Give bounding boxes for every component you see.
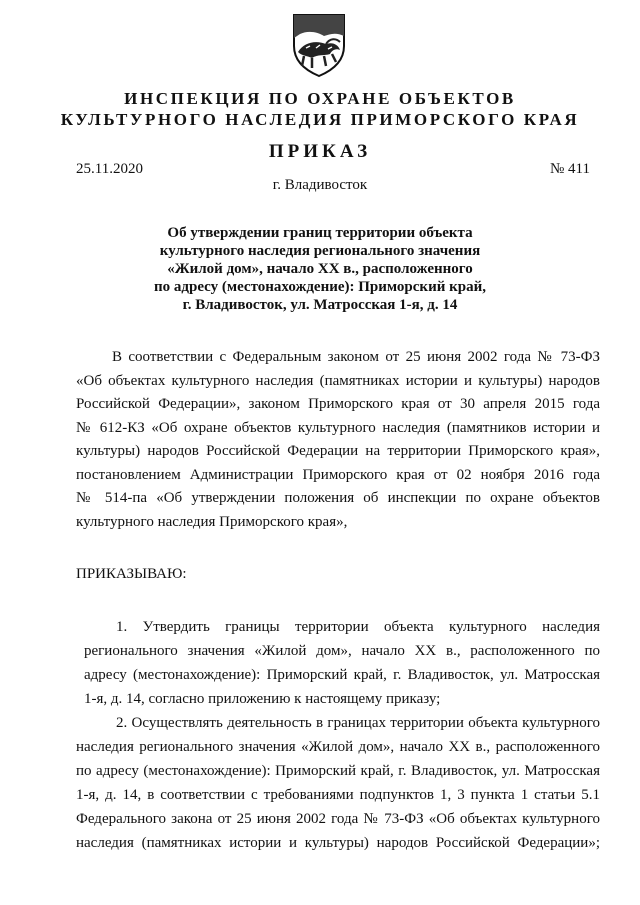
- organization-name-line-2: КУЛЬТУРНОГО НАСЛЕДИЯ ПРИМОРСКОГО КРАЯ: [60, 110, 580, 129]
- order-item-2: [76, 711, 600, 855]
- subject-line: Об утверждении границ территории объекта: [167, 225, 473, 241]
- document-subject: [0, 224, 640, 314]
- subject-line: по адресу (местонахождение): Приморский край,: [154, 279, 486, 295]
- item-line: по адресу (местонахождение): Приморский край, г. Владивосток, ул. Матросская: [76, 763, 600, 779]
- preamble-line: № 612-КЗ «Об охране объектов культурного наследия (памятников истории и: [76, 419, 600, 436]
- document-type: ПРИКАЗ: [268, 141, 372, 162]
- item-line: 1-я, д. 14, согласно приложению к настоящему приказу;: [84, 691, 441, 707]
- item-line: наследия регионального значения «Жилой дом», начало XX в., расположенного: [76, 739, 600, 755]
- organization-name-line-1: ИНСПЕКЦИЯ ПО ОХРАНЕ ОБЪЕКТОВ: [124, 89, 516, 108]
- item-line: адресу (местонахождение): Приморский край, г. Владивосток, ул. Матросская: [84, 667, 600, 683]
- preamble-line: культуры) народов Российской Федерации на территории Приморского края»,: [76, 443, 600, 459]
- document-city: г. Владивосток: [272, 177, 368, 193]
- item-line: 1. Утвердить границы территории объекта культурного наследия: [116, 619, 600, 635]
- item-line: 1-я, д. 14, в соответствии с требованиями подпунктов 1, 3 пункта 1 статьи 5.1: [76, 787, 600, 803]
- preamble-line: Российской Федерации», законом Приморского края от 30 апреля 2015 года: [76, 396, 600, 412]
- preamble-line: культурного наследия Приморского края»,: [76, 513, 348, 530]
- preamble-line: № 514-па «Об утверждении положения об инспекции по охране объектов: [76, 490, 600, 506]
- primorsky-krai-coat-of-arms-icon: [290, 12, 348, 78]
- order-item-1: [76, 615, 600, 711]
- subject-line: «Жилой дом», начало XX в., расположенного: [167, 261, 473, 277]
- preamble-line: «Об объектах культурного наследия (памятниках истории и культуры) народов: [76, 372, 600, 389]
- subject-line: культурного наследия регионального значения: [159, 243, 481, 259]
- preamble-line: В соответствии с Федеральным законом от 25 июня 2002 года № 73-ФЗ: [112, 349, 600, 365]
- item-line: 2. Осуществлять деятельность в границах территории объекта культурного: [116, 715, 600, 731]
- item-line: регионального значения «Жилой дом», начало XX в., расположенного по: [84, 643, 600, 659]
- preamble-paragraph: [76, 346, 600, 534]
- document-date: 25.11.2020: [76, 161, 143, 177]
- item-line: наследия (памятниках истории и культуры) народов Российской Федерации»;: [76, 835, 600, 851]
- subject-line: г. Владивосток, ул. Матросская 1-я, д. 14: [182, 297, 458, 313]
- order-word: ПРИКАЗЫВАЮ:: [76, 566, 187, 582]
- document-number: № 411: [549, 161, 590, 177]
- preamble-line: постановлением Администрации Приморского края от 02 ноября 2016 года: [76, 466, 600, 483]
- item-line: Федерального закона от 25 июня 2002 года № 73-ФЗ «Об объектах культурного: [76, 811, 600, 827]
